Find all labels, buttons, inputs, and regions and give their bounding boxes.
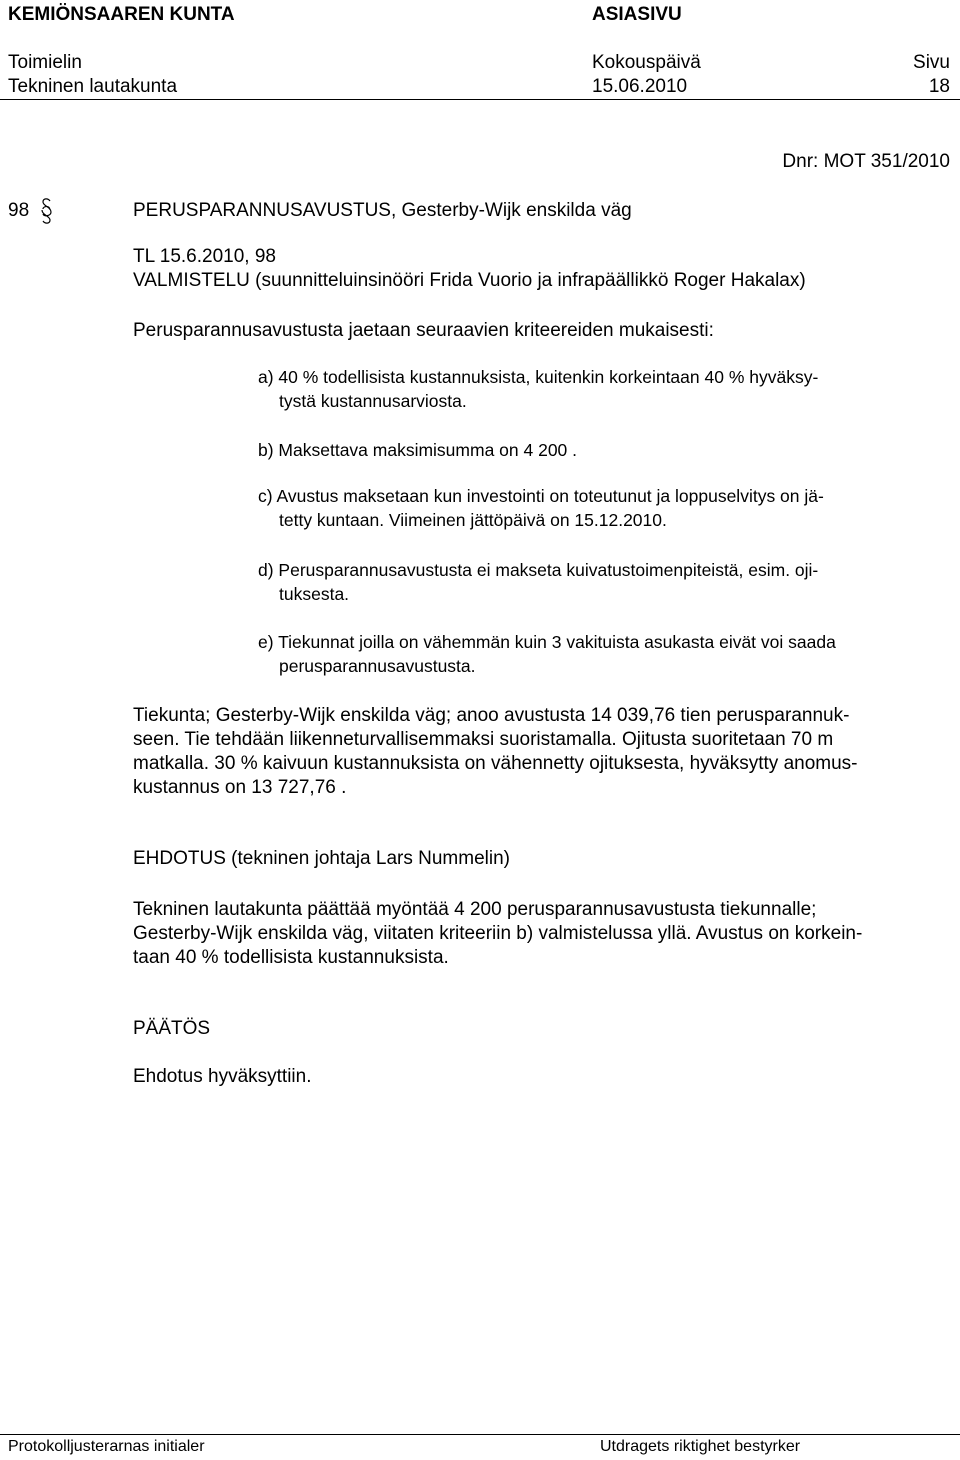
criterion-c — [258, 484, 948, 532]
proposal-paragraph — [133, 898, 945, 970]
meeting-date-value: 15.06.2010 — [592, 76, 688, 97]
body-label: Toimielin — [8, 52, 82, 73]
meeting-date-label: Kokouspäivä — [592, 52, 701, 73]
decision-text: Ehdotus hyväksyttiin. — [133, 1066, 312, 1087]
proposal-heading: EHDOTUS (tekninen johtaja Lars Nummelin) — [133, 848, 510, 869]
section-sign-icon — [40, 197, 53, 225]
criterion-d-line1: d) Perusparannusavustusta ei makseta kuivatustoimenpiteistä, esim. oji- — [258, 560, 819, 580]
header-rule — [0, 99, 960, 100]
footer-certification: Utdragets riktighet bestyrker — [600, 1438, 801, 1455]
criterion-d — [258, 558, 948, 606]
criterion-c-line1: c) Avustus maksetaan kun investointi on toteutunut ja loppuselvitys on jä- — [258, 486, 824, 506]
assessment-line: seen. Tie tehdään liikenneturvallisemmaksi suoristamalla. Ojitusta suoritetaan 70 m — [133, 729, 834, 750]
page-number: 18 — [928, 76, 950, 97]
criterion-e — [258, 630, 948, 678]
criterion-a — [258, 365, 948, 413]
reference-number: Dnr: MOT 351/2010 — [782, 151, 950, 172]
criterion-a-line2: tystä kustannusarviosta. — [279, 391, 467, 411]
history-reference: TL 15.6.2010, 98 — [133, 246, 276, 267]
criterion-a-line1: a) 40 % todellisista kustannuksista, kuitenkin korkeintaan 40 % hyväksy- — [258, 367, 819, 387]
proposal-line: taan 40 % todellisista kustannuksista. — [133, 947, 449, 968]
footer-rule — [0, 1434, 960, 1435]
criterion-c-line2: tetty kuntaan. Viimeinen jättöpäivä on 15.12.2010. — [279, 510, 667, 530]
body-value: Tekninen lautakunta — [8, 76, 178, 97]
proposal-line: Gesterby-Wijk enskilda väg, viitaten kriteeriin b) valmistelussa yllä. Avustus on korkein- — [133, 923, 863, 944]
page-label: Sivu — [913, 52, 950, 73]
section-title: PERUSPARANNUSAVUSTUS, Gesterby-Wijk enskilda väg — [133, 200, 632, 221]
preparation-heading: VALMISTELU (suunnitteluinsinööri Frida Vuorio ja infrapäällikkö Roger Hakalax) — [133, 270, 806, 291]
criterion-d-line2: tuksesta. — [279, 584, 350, 604]
proposal-line: Tekninen lautakunta päättää myöntää 4 200 perusparannusavustusta tiekunnalle; — [133, 899, 817, 920]
criterion-e-line2: perusparannusavustusta. — [279, 656, 476, 676]
footer-initials: Protokolljusterarnas initialer — [8, 1438, 205, 1455]
organization-name: KEMIÖNSAAREN KUNTA — [8, 4, 235, 25]
document-type: ASIASIVU — [592, 4, 682, 25]
criterion-e-line1: e) Tiekunnat joilla on vähemmän kuin 3 vakituista asukasta eivät voi saada — [258, 632, 836, 652]
criterion-b — [258, 438, 948, 462]
criterion-b-line1: b) Maksettava maksimisumma on 4 200 . — [258, 440, 578, 460]
section-number: 98 — [8, 200, 30, 221]
assessment-line: matkalla. 30 % kaivuun kustannuksista on vähennetty ojituksesta, hyväksytty anomus- — [133, 753, 858, 774]
assessment-line: kustannus on 13 727,76 . — [133, 777, 347, 798]
assessment-line: Tiekunta; Gesterby-Wijk enskilda väg; anoo avustusta 14 039,76 tien perusparannuk- — [133, 705, 850, 726]
criteria-intro: Perusparannusavustusta jaetaan seuraavien kriteereiden mukaisesti: — [133, 320, 714, 341]
assessment-paragraph — [133, 704, 945, 800]
decision-heading: PÄÄTÖS — [133, 1018, 211, 1039]
